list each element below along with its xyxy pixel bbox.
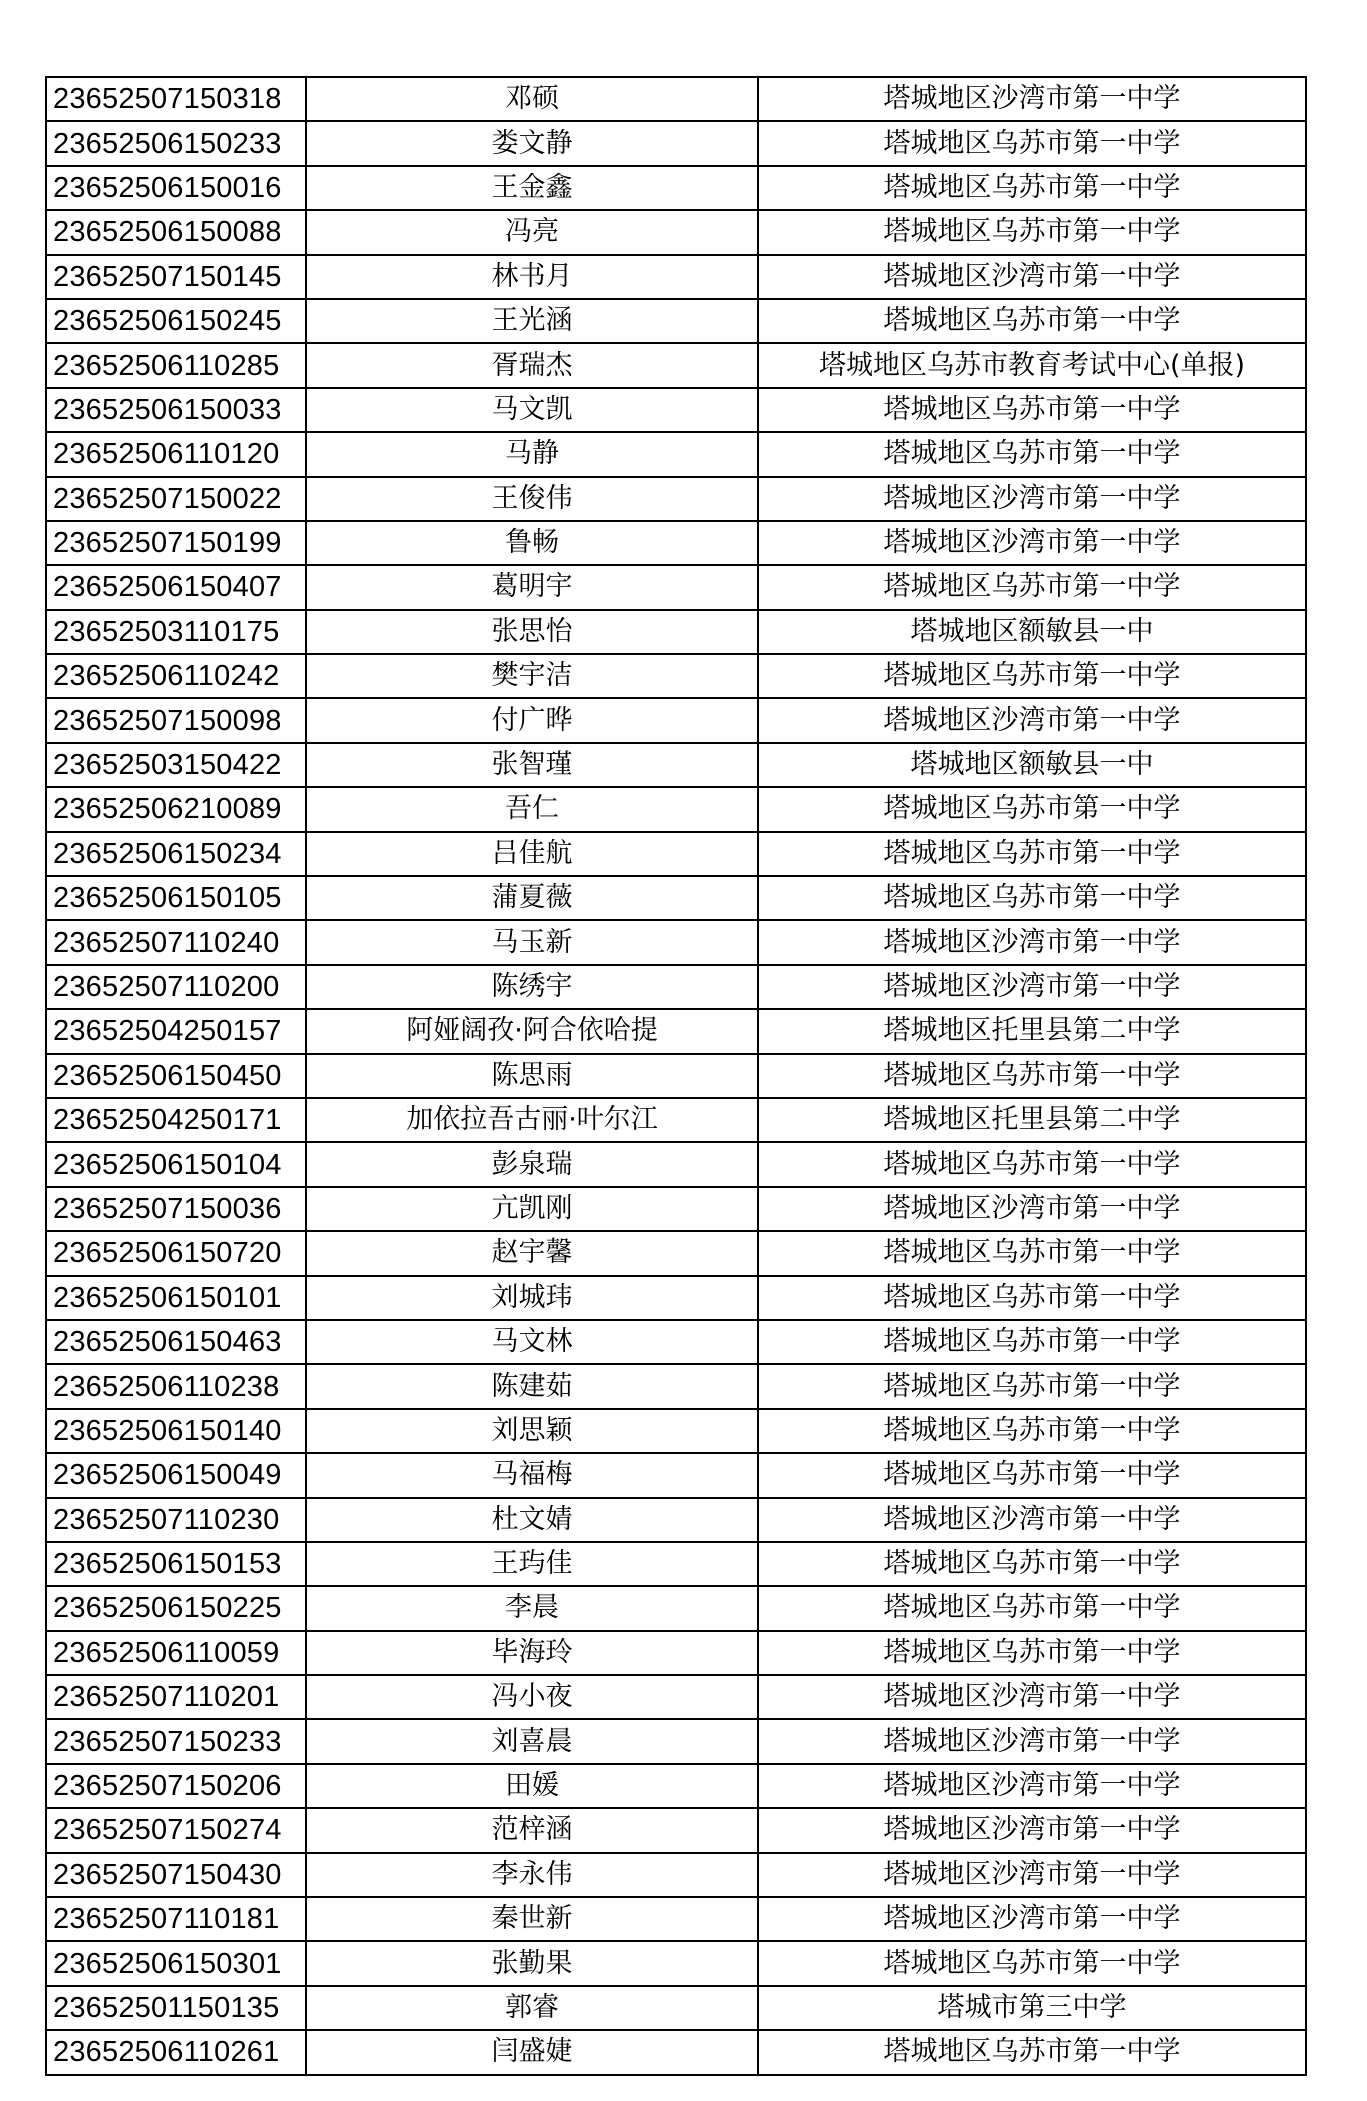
student-name-cell: 马福梅 (306, 1453, 758, 1497)
roster-body (46, 77, 1306, 2075)
roster-sheet (45, 76, 1305, 2076)
exam-id-cell: 23652506150233 (46, 121, 306, 165)
exam-id-cell: 23652506150720 (46, 1231, 306, 1275)
student-name-cell: 赵宇馨 (306, 1231, 758, 1275)
table-row (46, 1364, 1306, 1408)
exam-id-cell: 23652506110120 (46, 432, 306, 476)
school-cell: 塔城地区乌苏市第一中学 (758, 1364, 1306, 1408)
student-name-cell: 刘城玮 (306, 1276, 758, 1320)
table-row (46, 1941, 1306, 1985)
table-row (46, 1986, 1306, 2030)
student-name-cell: 亢凯刚 (306, 1187, 758, 1231)
exam-id-cell: 23652506150049 (46, 1453, 306, 1497)
school-cell: 塔城地区乌苏市第一中学 (758, 565, 1306, 609)
student-name-cell: 邓硕 (306, 77, 758, 121)
school-cell: 塔城地区沙湾市第一中学 (758, 521, 1306, 565)
student-name-cell: 秦世新 (306, 1897, 758, 1941)
student-name-cell: 马文凯 (306, 388, 758, 432)
school-cell: 塔城地区沙湾市第一中学 (758, 1187, 1306, 1231)
school-cell: 塔城地区乌苏市第一中学 (758, 787, 1306, 831)
exam-id-cell: 23652501150135 (46, 1986, 306, 2030)
school-cell: 塔城地区乌苏市第一中学 (758, 876, 1306, 920)
exam-id-cell: 23652506150153 (46, 1542, 306, 1586)
table-row (46, 965, 1306, 1009)
table-row (46, 1675, 1306, 1719)
exam-id-cell: 23652507150233 (46, 1719, 306, 1763)
school-cell: 塔城地区乌苏市第一中学 (758, 1409, 1306, 1453)
roster-table (45, 76, 1307, 2076)
table-row (46, 388, 1306, 432)
exam-id-cell: 23652507150274 (46, 1808, 306, 1852)
school-cell: 塔城地区沙湾市第一中学 (758, 1498, 1306, 1542)
table-row (46, 787, 1306, 831)
school-cell: 塔城地区乌苏市第一中学 (758, 1542, 1306, 1586)
school-cell: 塔城地区乌苏市第一中学 (758, 1142, 1306, 1186)
student-name-cell: 娄文静 (306, 121, 758, 165)
exam-id-cell: 23652506210089 (46, 787, 306, 831)
student-name-cell: 郭睿 (306, 1986, 758, 2030)
exam-id-cell: 23652507110201 (46, 1675, 306, 1719)
school-cell: 塔城地区额敏县一中 (758, 610, 1306, 654)
student-name-cell: 马文林 (306, 1320, 758, 1364)
student-name-cell: 毕海玲 (306, 1631, 758, 1675)
table-row (46, 1320, 1306, 1364)
school-cell: 塔城地区沙湾市第一中学 (758, 1897, 1306, 1941)
table-row (46, 565, 1306, 609)
exam-id-cell: 23652506150245 (46, 299, 306, 343)
exam-id-cell: 23652507150145 (46, 255, 306, 299)
student-name-cell: 付广晔 (306, 698, 758, 742)
table-row (46, 654, 1306, 698)
student-name-cell: 刘思颖 (306, 1409, 758, 1453)
exam-id-cell: 23652506150234 (46, 832, 306, 876)
school-cell: 塔城地区沙湾市第一中学 (758, 965, 1306, 1009)
exam-id-cell: 23652506150088 (46, 210, 306, 254)
table-row (46, 610, 1306, 654)
student-name-cell: 吾仁 (306, 787, 758, 831)
table-row (46, 477, 1306, 521)
student-name-cell: 樊宇洁 (306, 654, 758, 698)
school-cell: 塔城地区额敏县一中 (758, 743, 1306, 787)
table-row (46, 1142, 1306, 1186)
exam-id-cell: 23652506150301 (46, 1941, 306, 1985)
exam-id-cell: 23652506150463 (46, 1320, 306, 1364)
student-name-cell: 张勤果 (306, 1941, 758, 1985)
school-cell: 塔城地区乌苏市第一中学 (758, 210, 1306, 254)
school-cell: 塔城地区乌苏市第一中学 (758, 299, 1306, 343)
school-cell: 塔城地区乌苏市第一中学 (758, 432, 1306, 476)
exam-id-cell: 23652504250157 (46, 1009, 306, 1053)
exam-id-cell: 23652507110181 (46, 1897, 306, 1941)
table-row (46, 1719, 1306, 1763)
student-name-cell: 林书月 (306, 255, 758, 299)
table-row (46, 521, 1306, 565)
student-name-cell: 马玉新 (306, 920, 758, 964)
school-cell: 塔城地区乌苏市第一中学 (758, 654, 1306, 698)
student-name-cell: 陈绣宇 (306, 965, 758, 1009)
table-row (46, 698, 1306, 742)
student-name-cell: 鲁畅 (306, 521, 758, 565)
exam-id-cell: 23652506150101 (46, 1276, 306, 1320)
student-name-cell: 葛明宇 (306, 565, 758, 609)
table-row (46, 1231, 1306, 1275)
table-row (46, 299, 1306, 343)
table-row (46, 876, 1306, 920)
student-name-cell: 吕佳航 (306, 832, 758, 876)
school-cell: 塔城地区乌苏市第一中学 (758, 166, 1306, 210)
school-cell: 塔城地区沙湾市第一中学 (758, 1808, 1306, 1852)
table-row (46, 1808, 1306, 1852)
exam-id-cell: 23652507110230 (46, 1498, 306, 1542)
school-cell: 塔城地区乌苏市第一中学 (758, 1586, 1306, 1630)
exam-id-cell: 23652506150104 (46, 1142, 306, 1186)
school-cell: 塔城地区沙湾市第一中学 (758, 698, 1306, 742)
student-name-cell: 阿娅阔孜·阿合依哈提 (306, 1009, 758, 1053)
table-row (46, 1631, 1306, 1675)
student-name-cell: 王光涵 (306, 299, 758, 343)
school-cell: 塔城地区沙湾市第一中学 (758, 77, 1306, 121)
student-name-cell: 刘喜晨 (306, 1719, 758, 1763)
school-cell: 塔城地区沙湾市第一中学 (758, 477, 1306, 521)
school-cell: 塔城地区乌苏市第一中学 (758, 388, 1306, 432)
school-cell: 塔城地区乌苏市第一中学 (758, 1231, 1306, 1275)
table-row (46, 1409, 1306, 1453)
student-name-cell: 马静 (306, 432, 758, 476)
student-name-cell: 胥瑞杰 (306, 343, 758, 387)
school-cell: 塔城地区沙湾市第一中学 (758, 1719, 1306, 1763)
table-row (46, 743, 1306, 787)
table-row (46, 1009, 1306, 1053)
exam-id-cell: 23652503150422 (46, 743, 306, 787)
student-name-cell: 王金鑫 (306, 166, 758, 210)
student-name-cell: 闫盛婕 (306, 2030, 758, 2074)
exam-id-cell: 23652507150318 (46, 77, 306, 121)
student-name-cell: 陈建茹 (306, 1364, 758, 1408)
table-row (46, 1054, 1306, 1098)
student-name-cell: 李晨 (306, 1586, 758, 1630)
exam-id-cell: 23652506150033 (46, 388, 306, 432)
table-row (46, 1542, 1306, 1586)
exam-id-cell: 23652506150140 (46, 1409, 306, 1453)
student-name-cell: 王俊伟 (306, 477, 758, 521)
school-cell: 塔城地区沙湾市第一中学 (758, 1675, 1306, 1719)
student-name-cell: 彭泉瑞 (306, 1142, 758, 1186)
table-row (46, 1853, 1306, 1897)
school-cell: 塔城地区乌苏市第一中学 (758, 121, 1306, 165)
student-name-cell: 李永伟 (306, 1853, 758, 1897)
exam-id-cell: 23652507150098 (46, 698, 306, 742)
exam-id-cell: 23652506150105 (46, 876, 306, 920)
school-cell: 塔城地区乌苏市第一中学 (758, 1941, 1306, 1985)
student-name-cell: 张智瑾 (306, 743, 758, 787)
student-name-cell: 范梓涵 (306, 1808, 758, 1852)
student-name-cell: 冯亮 (306, 210, 758, 254)
school-cell: 塔城地区乌苏市第一中学 (758, 1631, 1306, 1675)
school-cell: 塔城地区沙湾市第一中学 (758, 920, 1306, 964)
table-row (46, 432, 1306, 476)
table-row (46, 255, 1306, 299)
table-row (46, 1897, 1306, 1941)
school-cell: 塔城地区沙湾市第一中学 (758, 255, 1306, 299)
exam-id-cell: 23652506110059 (46, 1631, 306, 1675)
school-cell: 塔城地区乌苏市第一中学 (758, 1054, 1306, 1098)
school-cell: 塔城地区托里县第二中学 (758, 1098, 1306, 1142)
exam-id-cell: 23652506110242 (46, 654, 306, 698)
exam-id-cell: 23652506110261 (46, 2030, 306, 2074)
student-name-cell: 蒲夏薇 (306, 876, 758, 920)
exam-id-cell: 23652506150016 (46, 166, 306, 210)
exam-id-cell: 23652507150430 (46, 1853, 306, 1897)
exam-id-cell: 23652507150036 (46, 1187, 306, 1231)
student-name-cell: 陈思雨 (306, 1054, 758, 1098)
exam-id-cell: 23652506150225 (46, 1586, 306, 1630)
school-cell: 塔城地区乌苏市第一中学 (758, 1276, 1306, 1320)
school-cell: 塔城地区乌苏市第一中学 (758, 2030, 1306, 2074)
exam-id-cell: 23652506150450 (46, 1054, 306, 1098)
table-row (46, 166, 1306, 210)
table-row (46, 1764, 1306, 1808)
table-row (46, 77, 1306, 121)
exam-id-cell: 23652507110200 (46, 965, 306, 1009)
table-row (46, 121, 1306, 165)
school-cell: 塔城市第三中学 (758, 1986, 1306, 2030)
table-row (46, 1453, 1306, 1497)
exam-id-cell: 23652507150022 (46, 477, 306, 521)
table-row (46, 832, 1306, 876)
exam-id-cell: 23652507150206 (46, 1764, 306, 1808)
exam-id-cell: 23652506110285 (46, 343, 306, 387)
table-row (46, 1586, 1306, 1630)
student-name-cell: 杜文婧 (306, 1498, 758, 1542)
exam-id-cell: 23652504250171 (46, 1098, 306, 1142)
school-cell: 塔城地区沙湾市第一中学 (758, 1853, 1306, 1897)
table-row (46, 1098, 1306, 1142)
exam-id-cell: 23652507110240 (46, 920, 306, 964)
table-row (46, 1276, 1306, 1320)
school-cell: 塔城地区乌苏市第一中学 (758, 832, 1306, 876)
table-row (46, 343, 1306, 387)
school-cell: 塔城地区乌苏市第一中学 (758, 1453, 1306, 1497)
student-name-cell: 王玙佳 (306, 1542, 758, 1586)
table-row (46, 210, 1306, 254)
student-name-cell: 田媛 (306, 1764, 758, 1808)
school-cell: 塔城地区乌苏市第一中学 (758, 1320, 1306, 1364)
student-name-cell: 冯小夜 (306, 1675, 758, 1719)
exam-id-cell: 23652506110238 (46, 1364, 306, 1408)
student-name-cell: 张思怡 (306, 610, 758, 654)
school-cell: 塔城地区托里县第二中学 (758, 1009, 1306, 1053)
school-cell: 塔城地区沙湾市第一中学 (758, 1764, 1306, 1808)
student-name-cell: 加依拉吾古丽·叶尔江 (306, 1098, 758, 1142)
exam-id-cell: 23652503110175 (46, 610, 306, 654)
exam-id-cell: 23652506150407 (46, 565, 306, 609)
table-row (46, 2030, 1306, 2074)
table-row (46, 920, 1306, 964)
exam-id-cell: 23652507150199 (46, 521, 306, 565)
table-row (46, 1498, 1306, 1542)
table-row (46, 1187, 1306, 1231)
school-cell: 塔城地区乌苏市教育考试中心(单报) (758, 343, 1306, 387)
